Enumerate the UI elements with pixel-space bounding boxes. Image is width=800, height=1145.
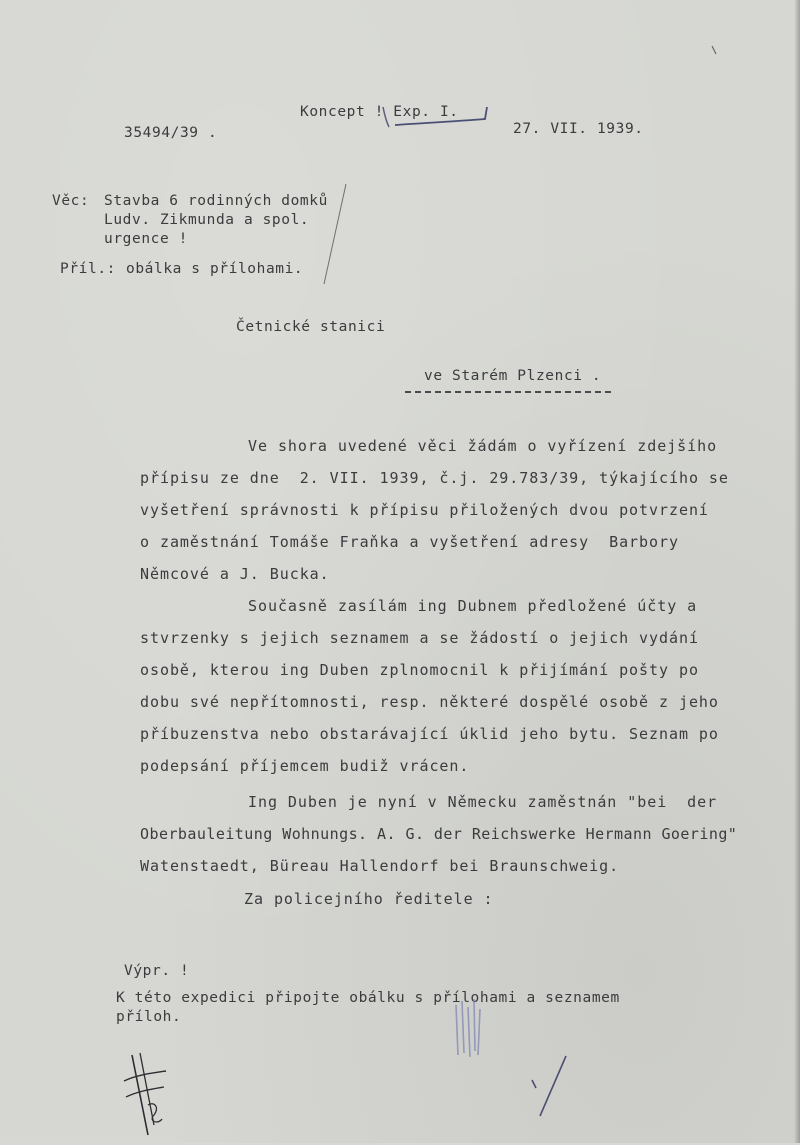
subject-line-2: Ludv. Zikmunda a spol. xyxy=(104,212,310,228)
handwritten-exp-bracket xyxy=(375,95,495,135)
body-line-2: přípisu ze dne 2. VII. 1939, č.j. 29.783/39, týkajícího se xyxy=(140,469,729,487)
body-line-5: Němcové a J. Bucka. xyxy=(140,565,330,583)
subject-line-1: Stavba 6 rodinných domků xyxy=(104,193,328,209)
body-line-7: stvrzenky s jejich seznamem a se žádostí o jejich vydání xyxy=(140,629,699,647)
body-line-6: Současně zasílám ing Dubnem předložené účty a xyxy=(248,597,698,615)
vypr-note: Výpr. ! xyxy=(124,963,190,979)
pencil-mark-top-right xyxy=(704,40,724,80)
addressee-underline xyxy=(405,391,611,393)
subject-line-3: urgence ! xyxy=(104,231,188,247)
body-line-8: osobě, kterou ing Duben zplnomocnil k přijímání pošty po xyxy=(140,661,699,679)
concept-note: Koncept ! Exp. I. xyxy=(300,104,459,120)
addressee-line-2: ve Starém Plzenci . xyxy=(424,368,602,384)
reference-number: 35494/39 . xyxy=(124,125,218,141)
blue-pencil-scribble xyxy=(448,995,498,1075)
attachment-text: obálka s přílohami. xyxy=(126,261,304,277)
body-line-1: Ve shora uvedené věci žádám o vyřízení zdejšího xyxy=(248,437,718,455)
subject-label: Věc: xyxy=(52,193,90,209)
body-line-14: Watenstaedt, Büreau Hallendorf bei Braunschweig. xyxy=(140,857,620,875)
body-line-11: podepsání příjemcem budiž vrácen. xyxy=(140,757,470,775)
instruction-line-2: příloh. xyxy=(116,1009,182,1025)
document-date: 27. VII. 1939. xyxy=(513,121,644,137)
body-line-9: dobu své nepřítomnosti, resp. některé dospělé osobě z jeho xyxy=(140,693,719,711)
handwritten-initials xyxy=(118,1045,178,1145)
body-line-12: Ing Duben je nyní v Německu zaměstnán "bei der xyxy=(248,793,718,811)
pencil-check-mark xyxy=(520,1050,580,1130)
body-line-4: o zaměstnání Tomáše Fraňka a vyšetření adresy Barbory xyxy=(140,533,679,551)
body-line-3: vyšetření správnosti k přípisu přiložených dvou potvrzení xyxy=(140,501,709,519)
pencil-mark-subject xyxy=(318,180,358,290)
page-edge-shadow xyxy=(794,0,800,1143)
attachment-label: Příl.: xyxy=(60,261,116,277)
body-line-15: Za policejního ředitele : xyxy=(244,890,494,908)
body-line-13: Oberbauleitung Wohnungs. A. G. der Reichswerke Hermann Goering" xyxy=(140,825,738,843)
body-line-10: příbuzenstva nebo obstarávající úklid jeho bytu. Seznam po xyxy=(140,725,719,743)
addressee-line-1: Četnické stanici xyxy=(236,319,386,335)
instruction-line-1: K této expedici připojte obálku s přílohami a seznamem xyxy=(116,990,620,1006)
